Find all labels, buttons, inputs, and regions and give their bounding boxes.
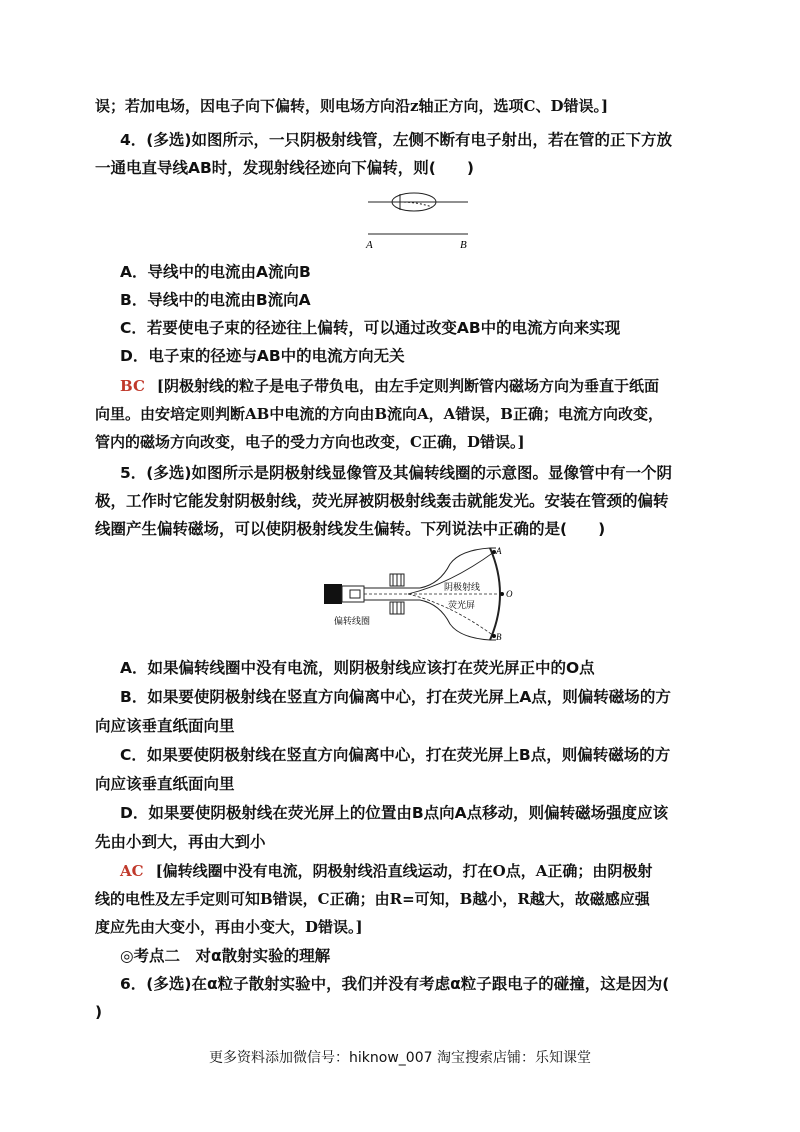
answer-5-key: AC (120, 862, 144, 880)
answer-4-line2: 向里。由安培定则判断AB中电流的方向由B流向A，A错误，B正确；电流方向改变， (95, 405, 663, 423)
option-4c: C．若要使电子束的径迹往上偏转，可以通过改变AB中的电流方向来实现 (120, 319, 621, 337)
question-5-line3: 线圈产生偏转磁场，可以使阴极射线发生偏转。下列说法中正确的是( ) (95, 520, 606, 538)
answer-5-line3: 度应先由大变小，再由小变大，D错误。] (95, 918, 363, 936)
fig2-label-o: O (506, 589, 513, 599)
option-5d-line2: 先由小到大，再由大到小 (95, 833, 266, 851)
answer-4-key: BC (120, 377, 145, 395)
option-4b: B．导线中的电流由B流向A (120, 291, 311, 309)
question-6-line2: ) (95, 1003, 103, 1021)
question-4-line1: 4．(多选)如图所示，一只阴极射线管，左侧不断有电子射出，若在管的正下方放 (120, 131, 672, 149)
answer-5-line2: 线的电性及左手定则可知B错误，C正确；由R=可知，B越小，R越大，故磁感应强 (95, 890, 650, 908)
option-5c-line2: 向应该垂直纸面向里 (95, 775, 235, 793)
option-5b-line1: B．如果要使阴极射线在竖直方向偏离中心，打在荧光屏上A点，则偏转磁场的方 (120, 688, 671, 706)
figure-cathode-tube-wire (360, 182, 480, 254)
question-5-line2: 极，工作时它能发射阴极射线，荧光屏被阴极射线轰击就能发光。安装在管颈的偏转 (95, 492, 669, 510)
answer-4-text: [阴极射线的粒子是电子带负电，由左手定则判断管内磁场方向为垂直于纸面 (156, 377, 660, 395)
section-heading-2: ◎考点二 对α散射实验的理解 (120, 947, 331, 965)
answer-4-line3: 管内的磁场方向改变，电子的受力方向也改变，C正确，D错误。] (95, 433, 525, 451)
option-4d: D．电子束的径迹与AB中的电流方向无关 (120, 347, 405, 365)
fig2-screen-label: 荧光屏 (448, 601, 476, 611)
fig2-label-b: B (496, 632, 502, 642)
figure-crt-deflection (320, 544, 520, 644)
fig2-label-a: A (496, 546, 502, 556)
page-footer: 更多资料添加微信号：hiknow_007 淘宝搜索店铺：乐知课堂 (209, 1050, 591, 1066)
question-4-line2: 一通电直导线AB时，发现射线径迹向下偏转，则( ) (95, 159, 474, 177)
option-5a: A．如果偏转线圈中没有电流，则阴极射线应该打在荧光屏正中的O点 (120, 659, 595, 677)
answer-5-line1 (120, 861, 740, 881)
option-5b-line2: 向应该垂直纸面向里 (95, 717, 235, 735)
fig2-coil-label: 偏转线圈 (334, 617, 371, 627)
fig1-label-b: B (460, 239, 467, 251)
option-4a: A．导线中的电流由A流向B (120, 263, 311, 281)
question-6-line1: 6．(多选)在α粒子散射实验中，我们并没有考虑α粒子跟电子的碰撞，这是因为( (120, 975, 670, 993)
fig2-cathode-ray-label: 阴极射线 (444, 583, 481, 593)
answer-line-prev: 误；若加电场，因电子向下偏转，则电场方向沿z轴正方向，选项C、D错误。] (95, 97, 609, 115)
answer-5-text: [偏转线圈中没有电流，阴极射线沿直线运动，打在O点，A正确；由阴极射 (155, 862, 653, 880)
fig1-label-a: A (366, 239, 373, 251)
question-5-line1: 5．(多选)如图所示是阴极射线显像管及其偏转线圈的示意图。显像管中有一个阴 (120, 464, 672, 482)
answer-4-line1 (120, 376, 740, 396)
option-5d-line1: D．如果要使阴极射线在荧光屏上的位置由B点向A点移动，则偏转磁场强度应该 (120, 804, 669, 822)
option-5c-line1: C．如果要使阴极射线在竖直方向偏离中心，打在荧光屏上B点，则偏转磁场的方 (120, 746, 671, 764)
